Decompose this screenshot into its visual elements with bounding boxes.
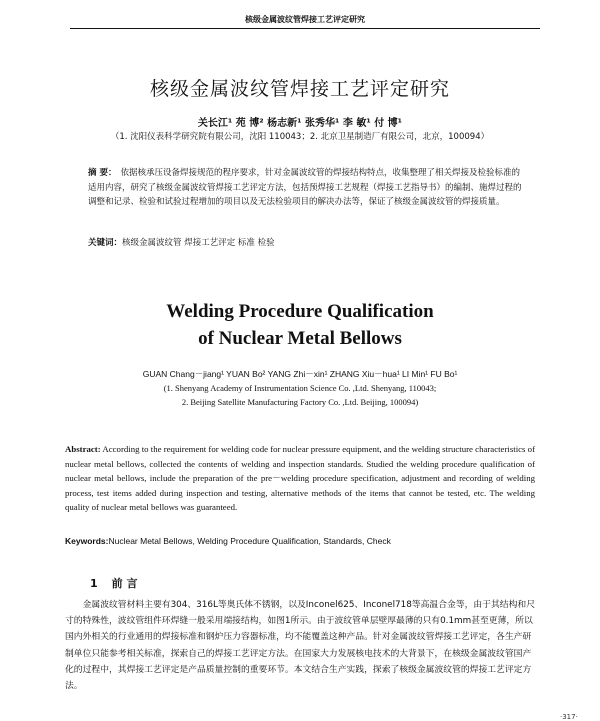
section-heading	[90, 575, 138, 591]
page-number: ·317·	[560, 713, 578, 721]
page-title-en	[0, 298, 600, 352]
keywords-en-label: Keywords:	[65, 536, 109, 546]
affiliation-cn: （1. 沈阳仪表科学研究院有限公司，沈阳 110043；2. 北京卫星制造厂有限公司，北京，100094）	[110, 132, 490, 142]
abstract-en-label: Abstract:	[65, 444, 101, 454]
authors-en: GUAN Chang－jiang¹ YUAN Bo² YANG Zhi－xin¹ ZHANG Xiu－hua¹ LI Min¹ FU Bo¹	[142, 369, 458, 379]
authors-cn: 关长江¹ 苑 博² 杨志新¹ 张秀华¹ 李 敏¹ 付 博¹	[197, 118, 403, 129]
keywords-cn	[88, 236, 528, 248]
abstract-cn-text: 依据核承压设备焊接规范的程序要求，针对金属波纹管的焊接结构特点，收集整理了相关焊接及检验标准的适用内容，研究了核级金属波纹管焊接工艺评定方法，包括预焊接工艺规程（焊接工艺指导书）的编制、施焊过程的调整和记录、检验和试验过程增加的项目以及无法检验项目的解决办法等，保证了核级金属波纹管的焊接质量。	[88, 168, 522, 207]
title-en-line-2: of Nuclear Metal Bellows	[198, 328, 402, 349]
section-title: 前 言	[111, 577, 138, 590]
affiliation-en-line-2: 2. Beijing Satellite Manufacturing Factory Co. ,Ltd. Beijing, 100094)	[181, 397, 419, 407]
keywords-cn-text: 核级金属波纹管 焊接工艺评定 标准 检验	[122, 238, 275, 248]
abstract-en-text: According to the requirement for welding code for nuclear pressure equipment, and the welding structure characteristics of nuclear metal bellows, collected the contents of welding and inspection standards. Studied the welding procedure qualification of nuclear metal bellows, include the preparation of the pre－welding procedure specification, adjustment and recording of welding process, test items added during inspection and testing, alternative methods of the items that cannot be tested, etc. The welding quality of nuclear metal bellows was guaranteed.	[65, 444, 535, 513]
running-head: 核级金属波纹管焊接工艺评定研究	[70, 14, 540, 29]
keywords-en	[65, 536, 535, 546]
title-en-line-1: Welding Procedure Qualification	[166, 301, 434, 322]
abstract-en	[65, 442, 535, 515]
affiliation-en-line-1: (1. Shenyang Academy of Instrumentation Science Co. ,Ltd. Shenyang, 110043;	[163, 383, 437, 393]
section-body: 金属波纹管材料主要有304、316L等奥氏体不锈钢，以及Inconel625、Inconel718等高温合金等，由于其结构和尺寸的特殊性，波纹管组件环焊缝一般采用端接结构，如图1所示。由于波纹管单层壁厚最薄的只有0.1mm甚至更薄，所以国内外相关的行业通用的焊接标准和钢炉压力容器标准，均不能覆盖这种产品。针对金属波纹管焊接工艺评定，各生产研制单位只能参考相关标准，探索自己的焊接工艺评定方法。在国家大力发展核电技术的大背景下，在核级金属波纹管国产化的过程中，其焊接工艺评定是产品质量控制的重要环节。本文结合生产实践，探索了核级金属波纹管的焊接工艺评定方法。	[65, 600, 535, 692]
affiliation-en	[0, 381, 600, 409]
page-title-cn: 核级金属波纹管焊接工艺评定研究	[149, 78, 450, 100]
keywords-en-text: Nuclear Metal Bellows, Welding Procedure Qualification, Standards, Check	[108, 536, 391, 546]
abstract-cn-label: 摘 要：	[88, 168, 117, 178]
abstract-cn	[88, 166, 528, 210]
section-number: 1	[90, 577, 98, 590]
keywords-cn-label: 关键词：	[88, 238, 123, 248]
